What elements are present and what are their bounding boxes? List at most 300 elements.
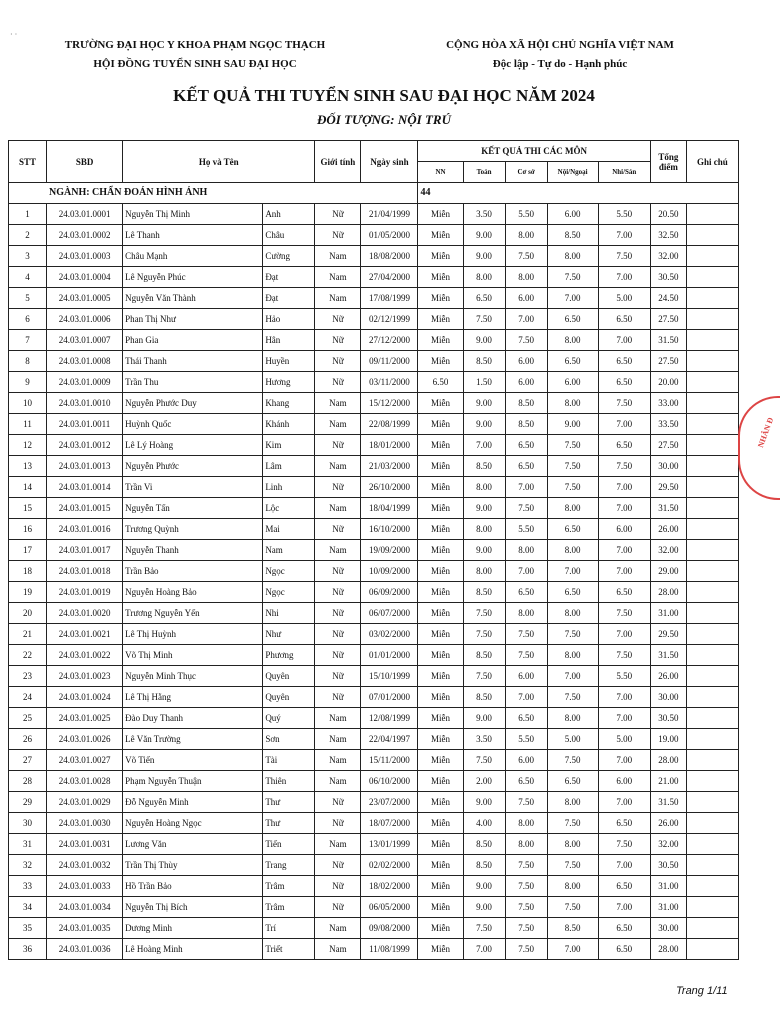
cell-coso: 5.50 — [505, 729, 547, 750]
cell-given-name: Thư — [263, 813, 315, 834]
cell-coso: 6.50 — [505, 582, 547, 603]
table-row — [9, 897, 739, 918]
cell-note — [686, 624, 738, 645]
cell-toan: 2.00 — [463, 771, 505, 792]
table-row — [9, 792, 739, 813]
cell-given-name: Triết — [263, 939, 315, 960]
cell-surname: Phan Thị Như — [123, 309, 263, 330]
cell-stt: 34 — [9, 897, 47, 918]
cell-total: 29.00 — [650, 561, 686, 582]
cell-nhisan: 7.00 — [598, 330, 650, 351]
cell-surname: Trần Thu — [123, 372, 263, 393]
cell-nhisan: 7.50 — [598, 456, 650, 477]
cell-total: 30.00 — [650, 687, 686, 708]
results-table — [8, 140, 739, 960]
cell-gender: Nữ — [315, 687, 361, 708]
cell-note — [686, 225, 738, 246]
cell-surname: Lê Thị Hằng — [123, 687, 263, 708]
cell-surname: Lương Văn — [123, 834, 263, 855]
cell-noingoai: 6.50 — [547, 309, 598, 330]
cell-dob: 15/10/1999 — [361, 666, 418, 687]
cell-note — [686, 351, 738, 372]
cell-total: 28.00 — [650, 582, 686, 603]
cell-toan: 8.50 — [463, 456, 505, 477]
cell-gender: Nam — [315, 708, 361, 729]
cell-toan: 9.00 — [463, 393, 505, 414]
cell-note — [686, 855, 738, 876]
cell-total: 28.00 — [650, 939, 686, 960]
page-number: Trang 1/11 — [676, 985, 728, 997]
cell-surname: Nguyễn Thanh — [123, 540, 263, 561]
cell-stt: 14 — [9, 477, 47, 498]
cell-gender: Nam — [315, 246, 361, 267]
cell-toan: 9.00 — [463, 540, 505, 561]
cell-sbd: 24.03.01.0018 — [47, 561, 123, 582]
cell-noingoai: 8.00 — [547, 645, 598, 666]
cell-note — [686, 771, 738, 792]
cell-toan: 7.00 — [463, 939, 505, 960]
cell-nn: Miễn — [418, 246, 463, 267]
col-stt: STT — [9, 141, 47, 183]
cell-nhisan: 6.50 — [598, 309, 650, 330]
cell-noingoai: 7.50 — [547, 477, 598, 498]
scan-mark: · · — [10, 30, 18, 39]
cell-coso: 5.50 — [505, 519, 547, 540]
cell-dob: 21/04/1999 — [361, 204, 418, 225]
cell-coso: 7.00 — [505, 477, 547, 498]
cell-noingoai: 6.00 — [547, 204, 598, 225]
cell-stt: 5 — [9, 288, 47, 309]
cell-nhisan: 6.50 — [598, 351, 650, 372]
republic-name: CỘNG HÒA XÃ HỘI CHỦ NGHĨA VIỆT NAM — [446, 39, 674, 51]
cell-gender: Nữ — [315, 855, 361, 876]
cell-surname: Huỳnh Quốc — [123, 414, 263, 435]
cell-given-name: Thư — [263, 792, 315, 813]
cell-noingoai: 7.50 — [547, 267, 598, 288]
cell-sbd: 24.03.01.0022 — [47, 645, 123, 666]
cell-dob: 23/07/2000 — [361, 792, 418, 813]
cell-nhisan: 7.00 — [598, 687, 650, 708]
national-header — [420, 36, 700, 74]
cell-gender: Nam — [315, 939, 361, 960]
cell-surname: Đỗ Nguyễn Minh — [123, 792, 263, 813]
cell-note — [686, 750, 738, 771]
cell-given-name: Lộc — [263, 498, 315, 519]
col-dob: Ngày sinh — [361, 141, 418, 183]
cell-toan: 9.00 — [463, 792, 505, 813]
cell-total: 30.50 — [650, 267, 686, 288]
cell-given-name: Cường — [263, 246, 315, 267]
cell-sbd: 24.03.01.0014 — [47, 477, 123, 498]
cell-note — [686, 267, 738, 288]
cell-sbd: 24.03.01.0002 — [47, 225, 123, 246]
cell-noingoai: 8.00 — [547, 540, 598, 561]
cell-note — [686, 246, 738, 267]
cell-nhisan: 7.00 — [598, 540, 650, 561]
cell-stt: 32 — [9, 855, 47, 876]
cell-coso: 7.50 — [505, 498, 547, 519]
cell-nhisan: 7.00 — [598, 225, 650, 246]
cell-nhisan: 7.00 — [598, 561, 650, 582]
table-row — [9, 918, 739, 939]
cell-sbd: 24.03.01.0007 — [47, 330, 123, 351]
col-toan: Toán — [463, 162, 505, 183]
cell-gender: Nữ — [315, 897, 361, 918]
cell-dob: 22/08/1999 — [361, 414, 418, 435]
cell-noingoai: 8.00 — [547, 876, 598, 897]
table-row — [9, 309, 739, 330]
cell-coso: 5.50 — [505, 204, 547, 225]
cell-nhisan: 6.50 — [598, 918, 650, 939]
cell-nhisan: 7.00 — [598, 498, 650, 519]
cell-toan: 3.50 — [463, 204, 505, 225]
cell-nn: Miễn — [418, 225, 463, 246]
cell-nhisan: 7.00 — [598, 897, 650, 918]
cell-nhisan: 5.00 — [598, 288, 650, 309]
cell-surname: Trần Thị Thùy — [123, 855, 263, 876]
cell-stt: 29 — [9, 792, 47, 813]
cell-total: 31.00 — [650, 603, 686, 624]
cell-note — [686, 435, 738, 456]
cell-dob: 03/02/2000 — [361, 624, 418, 645]
cell-noingoai: 8.00 — [547, 393, 598, 414]
cell-coso: 7.00 — [505, 309, 547, 330]
cell-coso: 6.50 — [505, 708, 547, 729]
cell-stt: 2 — [9, 225, 47, 246]
cell-total: 28.00 — [650, 750, 686, 771]
cell-dob: 26/10/2000 — [361, 477, 418, 498]
cell-given-name: Đạt — [263, 288, 315, 309]
cell-given-name: Tiến — [263, 834, 315, 855]
cell-note — [686, 288, 738, 309]
cell-note — [686, 582, 738, 603]
cell-stt: 16 — [9, 519, 47, 540]
cell-nn: Miễn — [418, 582, 463, 603]
cell-toan: 8.50 — [463, 687, 505, 708]
cell-nn: Miễn — [418, 477, 463, 498]
cell-surname: Lê Lý Hoàng — [123, 435, 263, 456]
cell-gender: Nữ — [315, 624, 361, 645]
cell-given-name: Trí — [263, 918, 315, 939]
table-row — [9, 687, 739, 708]
cell-coso: 6.00 — [505, 666, 547, 687]
cell-note — [686, 939, 738, 960]
cell-noingoai: 6.50 — [547, 351, 598, 372]
table-row — [9, 477, 739, 498]
cell-nhisan: 6.50 — [598, 372, 650, 393]
cell-nhisan: 5.50 — [598, 666, 650, 687]
cell-given-name: Ngọc — [263, 582, 315, 603]
cell-total: 20.50 — [650, 204, 686, 225]
cell-nn: Miễn — [418, 204, 463, 225]
cell-total: 30.00 — [650, 456, 686, 477]
cell-nn: Miễn — [418, 288, 463, 309]
cell-sbd: 24.03.01.0020 — [47, 603, 123, 624]
cell-note — [686, 603, 738, 624]
cell-given-name: Khang — [263, 393, 315, 414]
cell-coso: 8.00 — [505, 225, 547, 246]
cell-noingoai: 8.00 — [547, 834, 598, 855]
cell-sbd: 24.03.01.0013 — [47, 456, 123, 477]
cell-total: 31.00 — [650, 897, 686, 918]
cell-gender: Nam — [315, 393, 361, 414]
cell-stt: 11 — [9, 414, 47, 435]
cell-nn: Miễn — [418, 939, 463, 960]
cell-gender: Nữ — [315, 603, 361, 624]
cell-sbd: 24.03.01.0011 — [47, 414, 123, 435]
cell-nhisan: 7.00 — [598, 792, 650, 813]
cell-toan: 8.00 — [463, 477, 505, 498]
cell-total: 26.00 — [650, 519, 686, 540]
cell-nhisan: 7.00 — [598, 414, 650, 435]
cell-nn: Miễn — [418, 498, 463, 519]
cell-stt: 36 — [9, 939, 47, 960]
cell-noingoai: 7.50 — [547, 687, 598, 708]
cell-dob: 11/08/1999 — [361, 939, 418, 960]
cell-dob: 18/08/2000 — [361, 246, 418, 267]
cell-gender: Nữ — [315, 666, 361, 687]
cell-nn: Miễn — [418, 393, 463, 414]
cell-nn: Miễn — [418, 834, 463, 855]
cell-surname: Lê Thị Huỳnh — [123, 624, 263, 645]
cell-total: 30.00 — [650, 918, 686, 939]
cell-stt: 1 — [9, 204, 47, 225]
cell-given-name: Quý — [263, 708, 315, 729]
cell-note — [686, 204, 738, 225]
cell-nn: Miễn — [418, 330, 463, 351]
cell-nn: Miễn — [418, 519, 463, 540]
cell-nhisan: 7.00 — [598, 624, 650, 645]
cell-nhisan: 7.00 — [598, 855, 650, 876]
cell-nhisan: 6.50 — [598, 876, 650, 897]
cell-toan: 8.50 — [463, 351, 505, 372]
cell-dob: 01/05/2000 — [361, 225, 418, 246]
cell-sbd: 24.03.01.0029 — [47, 792, 123, 813]
cell-given-name: Kim — [263, 435, 315, 456]
table-row — [9, 288, 739, 309]
cell-noingoai: 7.50 — [547, 897, 598, 918]
cell-total: 31.50 — [650, 498, 686, 519]
cell-note — [686, 792, 738, 813]
cell-given-name: Thiên — [263, 771, 315, 792]
cell-coso: 6.00 — [505, 372, 547, 393]
cell-nn: Miễn — [418, 708, 463, 729]
cell-surname: Nguyễn Phước Duy — [123, 393, 263, 414]
cell-sbd: 24.03.01.0036 — [47, 939, 123, 960]
table-row — [9, 813, 739, 834]
cell-given-name: Huyền — [263, 351, 315, 372]
cell-total: 32.00 — [650, 246, 686, 267]
cell-coso: 8.50 — [505, 414, 547, 435]
cell-surname: Lê Nguyễn Phúc — [123, 267, 263, 288]
cell-toan: 9.00 — [463, 225, 505, 246]
cell-stt: 4 — [9, 267, 47, 288]
cell-stt: 12 — [9, 435, 47, 456]
cell-coso: 6.00 — [505, 750, 547, 771]
table-row — [9, 498, 739, 519]
cell-note — [686, 393, 738, 414]
cell-note — [686, 456, 738, 477]
cell-total: 26.00 — [650, 666, 686, 687]
cell-gender: Nữ — [315, 582, 361, 603]
cell-noingoai: 7.50 — [547, 750, 598, 771]
cell-nhisan: 5.00 — [598, 729, 650, 750]
cell-note — [686, 372, 738, 393]
cell-noingoai: 7.50 — [547, 624, 598, 645]
cell-noingoai: 7.50 — [547, 456, 598, 477]
cell-toan: 7.50 — [463, 309, 505, 330]
cell-total: 26.00 — [650, 813, 686, 834]
table-row — [9, 204, 739, 225]
cell-toan: 9.00 — [463, 708, 505, 729]
cell-noingoai: 8.50 — [547, 225, 598, 246]
table-row — [9, 603, 739, 624]
cell-coso: 7.50 — [505, 246, 547, 267]
cell-total: 32.50 — [650, 225, 686, 246]
cell-note — [686, 309, 738, 330]
cell-sbd: 24.03.01.0003 — [47, 246, 123, 267]
cell-total: 27.50 — [650, 435, 686, 456]
cell-sbd: 24.03.01.0023 — [47, 666, 123, 687]
cell-nhisan: 7.50 — [598, 645, 650, 666]
cell-nn: Miễn — [418, 771, 463, 792]
cell-toan: 9.00 — [463, 330, 505, 351]
cell-surname: Châu Mạnh — [123, 246, 263, 267]
cell-given-name: Trâm — [263, 897, 315, 918]
table-row — [9, 729, 739, 750]
cell-dob: 01/01/2000 — [361, 645, 418, 666]
cell-surname: Nguyễn Phước — [123, 456, 263, 477]
cell-total: 20.00 — [650, 372, 686, 393]
cell-noingoai: 7.50 — [547, 855, 598, 876]
table-row — [9, 645, 739, 666]
cell-surname: Lê Văn Trường — [123, 729, 263, 750]
cell-coso: 7.00 — [505, 561, 547, 582]
cell-total: 31.50 — [650, 330, 686, 351]
cell-noingoai: 8.00 — [547, 792, 598, 813]
table-row — [9, 246, 739, 267]
cell-dob: 18/07/2000 — [361, 813, 418, 834]
cell-gender: Nữ — [315, 876, 361, 897]
cell-toan: 9.00 — [463, 876, 505, 897]
cell-note — [686, 330, 738, 351]
cell-surname: Nguyễn Tấn — [123, 498, 263, 519]
cell-note — [686, 645, 738, 666]
cell-note — [686, 498, 738, 519]
cell-nn: Miễn — [418, 750, 463, 771]
cell-noingoai: 5.00 — [547, 729, 598, 750]
cell-toan: 9.00 — [463, 246, 505, 267]
cell-noingoai: 8.00 — [547, 603, 598, 624]
university-name: TRƯỜNG ĐẠI HỌC Y KHOA PHẠM NGỌC THẠCH — [64, 39, 326, 51]
cell-stt: 19 — [9, 582, 47, 603]
cell-dob: 06/10/2000 — [361, 771, 418, 792]
cell-note — [686, 540, 738, 561]
cell-sbd: 24.03.01.0033 — [47, 876, 123, 897]
cell-nn: Miễn — [418, 687, 463, 708]
cell-gender: Nữ — [315, 645, 361, 666]
cell-nn: Miễn — [418, 414, 463, 435]
cell-nhisan: 6.50 — [598, 435, 650, 456]
cell-stt: 33 — [9, 876, 47, 897]
cell-surname: Dương Minh — [123, 918, 263, 939]
cell-gender: Nam — [315, 918, 361, 939]
cell-sbd: 24.03.01.0016 — [47, 519, 123, 540]
cell-noingoai: 7.00 — [547, 561, 598, 582]
cell-surname: Trương Quỳnh — [123, 519, 263, 540]
cell-nn: Miễn — [418, 645, 463, 666]
cell-surname: Trương Nguyễn Yến — [123, 603, 263, 624]
cell-noingoai: 6.00 — [547, 372, 598, 393]
cell-gender: Nữ — [315, 813, 361, 834]
cell-coso: 7.50 — [505, 855, 547, 876]
cell-gender: Nữ — [315, 309, 361, 330]
cell-gender: Nữ — [315, 204, 361, 225]
cell-stt: 28 — [9, 771, 47, 792]
cell-given-name: Linh — [263, 477, 315, 498]
cell-dob: 03/11/2000 — [361, 372, 418, 393]
cell-stt: 13 — [9, 456, 47, 477]
col-coso: Cơ sở — [505, 162, 547, 183]
cell-coso: 6.50 — [505, 435, 547, 456]
cell-coso: 6.50 — [505, 771, 547, 792]
cell-note — [686, 897, 738, 918]
cell-coso: 8.00 — [505, 834, 547, 855]
table-row — [9, 939, 739, 960]
cell-surname: Nguyễn Hoàng Ngọc — [123, 813, 263, 834]
cell-nhisan: 6.50 — [598, 582, 650, 603]
cell-total: 31.50 — [650, 792, 686, 813]
table-row — [9, 834, 739, 855]
cell-total: 19.00 — [650, 729, 686, 750]
cell-sbd: 24.03.01.0001 — [47, 204, 123, 225]
cell-dob: 19/09/2000 — [361, 540, 418, 561]
cell-coso: 7.50 — [505, 918, 547, 939]
cell-gender: Nữ — [315, 519, 361, 540]
col-sbd: SBD — [47, 141, 123, 183]
table-row — [9, 624, 739, 645]
cell-dob: 02/02/2000 — [361, 855, 418, 876]
cell-sbd: 24.03.01.0012 — [47, 435, 123, 456]
cell-toan: 4.00 — [463, 813, 505, 834]
cell-sbd: 24.03.01.0008 — [47, 351, 123, 372]
cell-noingoai: 6.50 — [547, 519, 598, 540]
cell-dob: 17/08/1999 — [361, 288, 418, 309]
cell-sbd: 24.03.01.0030 — [47, 813, 123, 834]
table-row — [9, 267, 739, 288]
cell-given-name: Mai — [263, 519, 315, 540]
cell-coso: 6.50 — [505, 456, 547, 477]
cell-surname: Nguyễn Minh Thục — [123, 666, 263, 687]
col-nn: NN — [418, 162, 463, 183]
cell-surname: Nguyễn Thị Bích — [123, 897, 263, 918]
cell-toan: 7.50 — [463, 603, 505, 624]
cell-coso: 8.00 — [505, 813, 547, 834]
cell-sbd: 24.03.01.0006 — [47, 309, 123, 330]
cell-sbd: 24.03.01.0019 — [47, 582, 123, 603]
cell-sbd: 24.03.01.0009 — [47, 372, 123, 393]
cell-note — [686, 414, 738, 435]
cell-toan: 8.00 — [463, 519, 505, 540]
table-row — [9, 519, 739, 540]
cell-total: 24.50 — [650, 288, 686, 309]
cell-sbd: 24.03.01.0026 — [47, 729, 123, 750]
cell-nn: Miễn — [418, 561, 463, 582]
cell-stt: 23 — [9, 666, 47, 687]
table-row — [9, 750, 739, 771]
cell-gender: Nam — [315, 750, 361, 771]
cell-noingoai: 8.00 — [547, 708, 598, 729]
